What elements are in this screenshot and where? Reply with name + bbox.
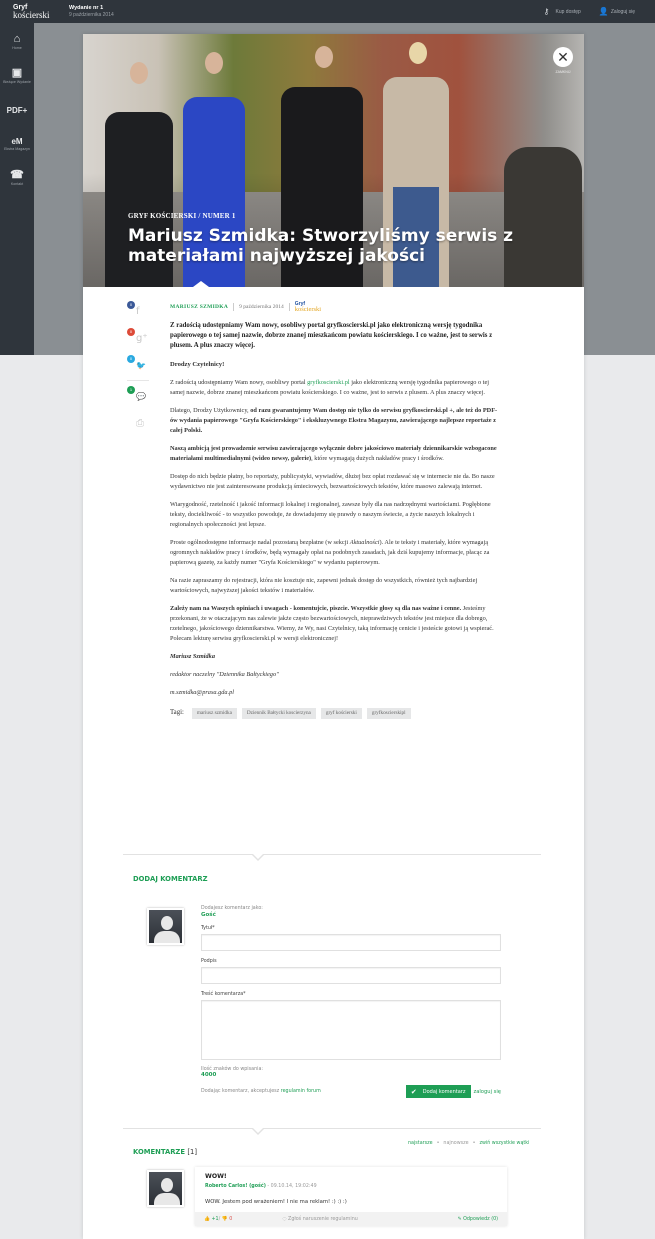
phone-icon: ☎ — [10, 169, 24, 181]
checkmark-icon: ✔ — [410, 1087, 417, 1096]
paragraph: Na razie zapraszamy do rejestracji, która nie kosztuje nic, zapewni jednak dostęp do wszystkich, również tych najbardziej wartościowych, najwyższej jakości tekstów i materiałów. — [170, 576, 478, 594]
paragraph: Dostęp do nich będzie płatny, bo reportaży, publicystyki, wywiadów, dłużej bez opłat rozdawać się w internecie nie da. Bo nasze wydawnictwo nie jest zainteresowane produkcją śmieciowych, bezwartościowych tekstów, które masowo zalewają internet. — [170, 472, 495, 490]
terms-link[interactable]: regulamin forum — [280, 1089, 321, 1094]
pdf-icon: PDF+ — [6, 105, 28, 115]
login-label: Zaloguj się — [610, 8, 635, 15]
votes-down: 0 — [229, 1216, 233, 1222]
comment-text: WOW. Jestem pod wrażeniem! I nie ma reklam! :) :) :) — [205, 1199, 347, 1205]
home-icon: ⌂ — [13, 33, 21, 45]
publish-date: 9 października 2014 — [239, 304, 284, 310]
portal-link[interactable]: gryfkoscierski.pl — [307, 378, 350, 386]
logo-line2: kościerski — [13, 10, 50, 20]
comments-count: 1 — [127, 386, 135, 394]
content-textarea[interactable] — [201, 1000, 501, 1060]
sidebar-item-label: Bieżące Wydanie — [3, 80, 31, 84]
comment-title: WOW! — [205, 1173, 227, 1180]
guest-avatar — [147, 908, 184, 945]
title-label: Tytuł* — [201, 926, 215, 931]
login-link[interactable] — [599, 8, 635, 16]
paragraph: Wiarygodność, rzetelność i jakość informacji lokalnej i regionalnej, zawsze były dla nas nadrzędnymi wartościami. Pogłębione teksty, dociekliwość - to wszystko powoduje, że dowiadujemy się prawdy o naszym świecie, a życie naszych lokalnych i regionalnych społeczności jest lepsze. — [170, 500, 491, 528]
comments-link[interactable] — [123, 384, 153, 411]
sidebar-item-home[interactable] — [0, 27, 34, 57]
add-comment-title: DODAJ KOMENTARZ — [133, 875, 208, 883]
sort-oldest[interactable]: najstarsze — [408, 1141, 433, 1146]
share-count: 0 — [127, 328, 135, 336]
source-logo: Gryf kościerski — [294, 301, 322, 313]
sidebar-item-current-issue[interactable] — [0, 61, 34, 91]
author-name[interactable]: MARIUSZ SZMIDKA — [170, 304, 229, 310]
comment-bubble-icon: 💬 — [136, 392, 146, 401]
article-lead: Z radością udostępniamy Wam nowy, osobliwy portal gryfkoscierski.pl jako elektroniczną wersję tygodnika papierowego o tej samej nazwie, dobrze znanej mieszkańcom powiatu kościerskiego. I co ważne, jest to serwis z plusem. A plus znaczy więcej. — [170, 322, 493, 350]
share-column — [123, 299, 153, 438]
emagazine-icon: eM — [11, 137, 23, 146]
close-button[interactable] — [553, 47, 573, 67]
print-icon: ⎙ — [136, 418, 144, 429]
signature-email[interactable]: m.szmidka@prasa.gda.pl — [170, 688, 235, 696]
site-logo[interactable] — [0, 4, 50, 20]
tags — [170, 708, 502, 719]
signature-name: Mariusz Szmidka — [170, 652, 215, 660]
comment-form — [201, 906, 501, 1098]
commenter-avatar — [147, 1170, 184, 1207]
article-meta — [170, 300, 502, 314]
article-body — [170, 300, 502, 719]
buy-access-label: Kup dostęp — [555, 8, 581, 15]
comment-actions: 👍 +1 / 👎 0 ◌ Zgłoś naruszenie regulaminu ✎ Odpowiedz (0) — [195, 1212, 507, 1226]
paragraph: Naszą ambicją jest prowadzenie serwisu zawierającego wyłącznie dobre jakościowo materiały dziennikarskie wzbogacone materiałami multimedialnymi (wideo newsy, galerie), które wymagają dużych nakładów pracy i środków. — [170, 444, 497, 462]
sidebar-item-label: Home — [12, 46, 22, 50]
edition-info[interactable] — [69, 5, 114, 19]
sidebar-item-label: Ekstra Magazyn — [4, 147, 30, 151]
buy-access-link[interactable] — [544, 8, 581, 16]
signature-role: redaktor naczelny "Dziennika Bałtyckiego" — [170, 670, 279, 678]
submit-comment-button[interactable] — [406, 1085, 472, 1098]
share-count: 0 — [127, 355, 135, 363]
comment-datetime: - 09.10.14, 19:02:49 — [267, 1184, 317, 1189]
title-input[interactable] — [201, 934, 501, 951]
tag[interactable]: gryfkoscierskipl — [367, 708, 411, 719]
sidebar-item-label: Kontakt — [10, 182, 24, 186]
tags-label: Tagi: — [170, 709, 184, 717]
issue-icon: ▣ — [11, 67, 23, 79]
share-count: 0 — [127, 301, 135, 309]
edition-date: 9 października 2014 — [69, 11, 114, 18]
report-button[interactable]: ◌ Zgłoś naruszenie regulaminu — [282, 1216, 358, 1222]
sidebar-item-contact[interactable] — [0, 163, 34, 193]
chars-left-value: 4000 — [201, 1072, 217, 1078]
article-modal — [83, 34, 584, 1239]
comments-count: [1] — [187, 1148, 198, 1156]
reply-button[interactable]: ✎ Odpowiedz (0) — [457, 1216, 498, 1222]
chars-left-label: Ilość znaków do wpisania: — [201, 1067, 264, 1072]
signature-label: Podpis — [201, 959, 217, 964]
close-icon: ✕ — [557, 49, 569, 65]
article-section[interactable]: GRYF KOŚCIERSKI / NUMER 1 — [128, 212, 236, 220]
content-label: Treść komentarza* — [201, 992, 246, 997]
key-icon: ⚷ — [543, 6, 550, 16]
sort-newest[interactable]: najnowsze — [443, 1141, 469, 1146]
login-link-form[interactable]: zaloguj się — [473, 1088, 501, 1095]
share-divider — [127, 380, 149, 381]
user-icon: 👤 — [598, 6, 609, 16]
paragraph: Z radością udostępniamy Wam nowy, osobliwy portal gryfkoscierski.pl jako elektroniczną wersję tygodnika papierowego o tej samej nazwie, dobrze znanej mieszkańcom powiatu kościerskiego. I co ważne, jest to serwis z plusem. A plus znaczy więcej. — [170, 378, 489, 396]
votes-up: +1 — [211, 1216, 219, 1222]
logo-line1: Gryf — [13, 4, 28, 11]
close-label[interactable]: ZAMKNIJ — [555, 70, 571, 74]
facebook-icon: f — [136, 306, 140, 317]
hero-image — [83, 34, 584, 287]
tag[interactable]: Dziennik Bałtycki koscierzyna — [242, 708, 316, 719]
top-bar — [0, 0, 655, 23]
google-plus-icon: g⁺ — [136, 333, 148, 344]
thumbs-up-icon[interactable]: 👍 — [204, 1216, 210, 1222]
tag[interactable]: mariusz szmidka — [192, 708, 237, 719]
twitter-icon: 🐦 — [136, 361, 146, 370]
print-button[interactable] — [123, 411, 153, 438]
share-google-plus[interactable] — [123, 326, 153, 353]
section-divider — [123, 1128, 541, 1129]
tag[interactable]: gryf kościerski — [321, 708, 362, 719]
paragraph: Zależy nam na Waszych opiniach i uwagach - komentujcie, piszcie. Wszystkie głosy są dla nas ważne i cenne. Jesteśmy przekonani, że w otaczającym nas zalewie jakże często bezwartościowych, nieprawdziwych tekstów jest miejsce dla dobrego, rzetelnego, jakościowego dziennikarstwa. Wiemy, że Wy, nasi Czytelnicy, taką informację cenicie i jesteście gotowi ją wspierać. Polecam lekturę serwisu gryfkoscierski.pl w wersji elektronicznej! — [170, 604, 494, 642]
section-divider — [123, 854, 541, 855]
share-twitter[interactable] — [123, 353, 153, 380]
sidebar-item-pdf[interactable] — [0, 95, 34, 125]
comment-author[interactable]: Roberto Carlos! (gość) — [205, 1184, 266, 1189]
left-sidebar — [0, 23, 34, 355]
comment-sort: najstarsze • najnowsze • zwiń wszystkie wątki — [408, 1141, 530, 1146]
comments-title: KOMENTARZE [1] — [133, 1148, 198, 1156]
comment-as-value: Gość — [201, 912, 216, 918]
edition-title: Wydanie nr 1 — [69, 4, 104, 11]
collapse-threads[interactable]: zwiń wszystkie wątki — [479, 1141, 530, 1146]
greeting: Drodzy Czytelnicy! — [170, 360, 225, 368]
share-facebook[interactable] — [123, 299, 153, 326]
signature-input[interactable] — [201, 967, 501, 984]
paragraph: Proste ogólnodostępne informacje nadal pozostaną bezpłatne (w sekcji Aktualności). Ale te teksty i materiały, które wymagają ogromnych nakładów pracy i środków, będą wymagały opłat na podobnych zasadach, jak dziś kupujemy informacje, płacąc za papierową gazetę, za każdy numer "Gryfa Kościerskiego" w wydaniu papierowym. — [170, 538, 490, 566]
terms-notice: Dodając komentarz, akceptujesz regulamin forum — [201, 1089, 321, 1094]
article-title: Mariusz Szmidka: Stworzyliśmy serwis z materiałami najwyższej jakości — [128, 226, 514, 266]
sidebar-item-ekstra-magazyn[interactable] — [0, 129, 34, 159]
submit-label: Dodaj komentarz — [422, 1088, 466, 1095]
thumbs-down-icon[interactable]: 👎 — [221, 1216, 228, 1222]
comment-as-label: Dodajesz komentarz jako: — [201, 906, 263, 911]
comment-item — [195, 1167, 507, 1226]
paragraph: Dlatego, Drodzy Użytkownicy, od razu gwarantujemy Wam dostęp nie tylko do serwisu gryfkoscierski.pl +, ale też do PDF-ów wydania papierowego "Gryfa Kościerskiego" i ekskluzywnego Ekstra Magazynu, zawierającego najlepsze reportaże z całej Polski. — [170, 406, 498, 434]
